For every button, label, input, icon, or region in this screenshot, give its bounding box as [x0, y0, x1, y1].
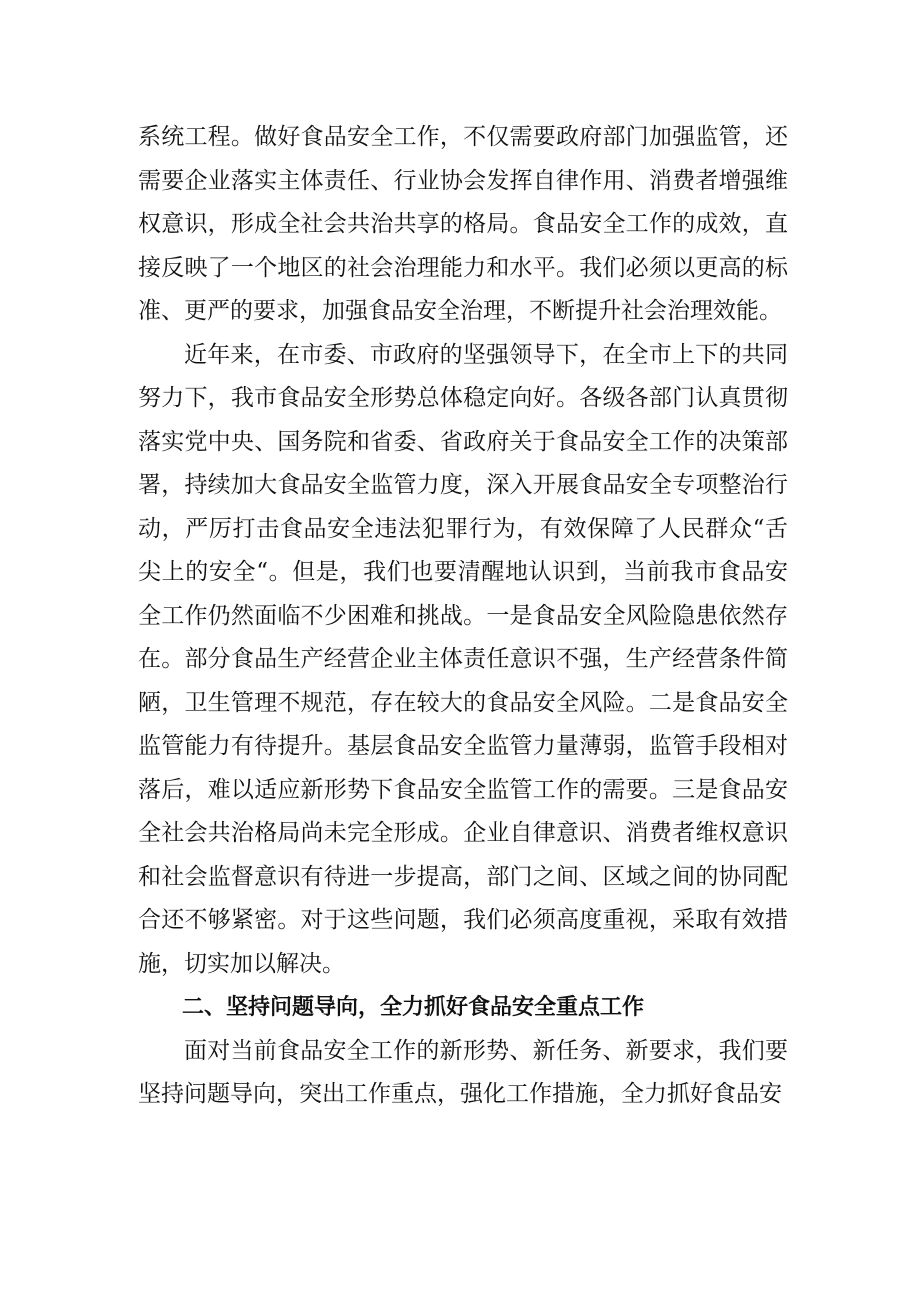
paragraph-continuation: 系统工程。做好食品安全工作，不仅需要政府部门加强监管，还需要企业落实主体责任、行业协会发挥自律作用、消费者增强维权意识，形成全社会共治共享的格局。食品安全工作的成效，直接反映了一个地区的社会治理能力和水平。我们必须以更高的标准、更严的要求，加强食品安全治理，不断提升社会治理效能。 — [138, 124, 788, 324]
document-body — [138, 116, 788, 1117]
section-heading: 二、坚持问题导向，全力抓好食品安全重点工作 — [182, 995, 645, 1020]
paragraph-current-situation: 近年来，在市委、市政府的坚强领导下，在全市上下的共同努力下，我市食品安全形势总体稳定向好。各级各部门认真贯彻落实党中央、国务院和省委、省政府关于食品安全工作的决策部署，持续加大食品安全监管力度，深入开展食品安全专项整治行动，严厉打击食品安全违法犯罪行为，有效保障了人民群众“舌尖上的安全“。但是，我们也要清醒地认识到，当前我市食品安全工作仍然面临不少困难和挑战。一是食品安全风险隐患依然存在。部分食品生产经营企业主体责任意识不强，生产经营条件简陋，卫生管理不规范，存在较大的食品安全风险。二是食品安全监管能力有待提升。基层食品安全监管力量薄弱，监管手段相对落后，难以适应新形势下食品安全监管工作的需要。三是食品安全社会共治格局尚未完全形成。企业自律意识、消费者维权意识和社会监督意识有待进一步提高，部门之间、区域之间的协同配合还不够紧密。对于这些问题，我们必须高度重视，采取有效措施，切实加以解决。 — [138, 341, 788, 977]
paragraph-section-intro: 面对当前食品安全工作的新形势、新任务、新要求，我们要坚持问题导向，突出工作重点，强化工作措施，全力抓好食品安 — [138, 1037, 788, 1107]
